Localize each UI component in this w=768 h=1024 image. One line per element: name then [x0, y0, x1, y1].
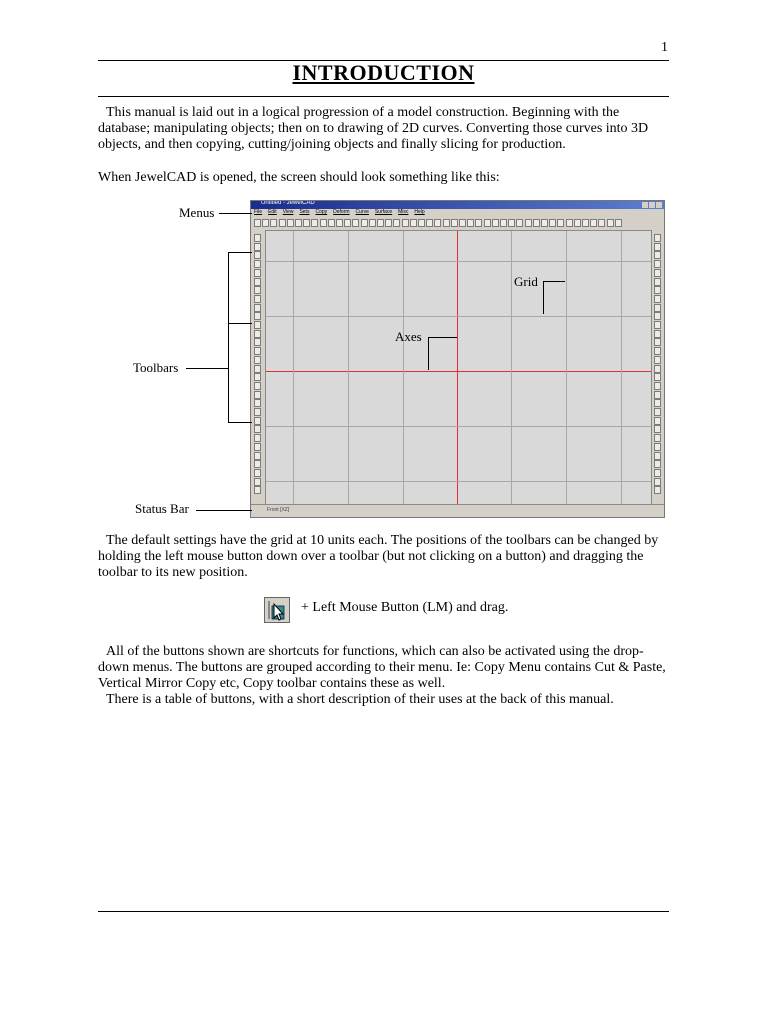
- toolbar-button: [377, 219, 384, 227]
- toolbar-button: [254, 452, 261, 460]
- toolbar-button: [254, 321, 261, 329]
- toolbar-button: [492, 219, 499, 227]
- toolbars-bracket-top: [228, 252, 252, 253]
- toolbar-button: [566, 219, 573, 227]
- vertical-axis: [457, 231, 458, 505]
- callout-axes: Axes: [395, 329, 422, 344]
- toolbar-button: [344, 219, 351, 227]
- status-leader-line: [196, 510, 252, 511]
- toolbar-button: [254, 347, 261, 355]
- left-toolbar: [251, 230, 266, 505]
- window-title: Untitled - JewelCAD: [261, 200, 315, 206]
- close-icon: [656, 202, 662, 208]
- toolbar-button: [598, 219, 605, 227]
- title-rule: [98, 96, 669, 97]
- drawing-canvas: [266, 231, 651, 505]
- toolbar-button: [369, 219, 376, 227]
- horizontal-axis: [266, 371, 651, 372]
- toolbar-button: [654, 330, 661, 338]
- callout-menus: Menus: [179, 205, 215, 220]
- toolbar-button: [254, 469, 261, 477]
- toolbar-button: [654, 443, 661, 451]
- window-titlebar: [251, 201, 664, 209]
- toolbar-button: [590, 219, 597, 227]
- grid-leader-horizontal: [543, 281, 565, 282]
- grid-line: [348, 231, 349, 505]
- toolbar-button: [508, 219, 515, 227]
- minimize-icon: [642, 202, 648, 208]
- toolbar-button: [654, 417, 661, 425]
- toolbar-button: [557, 219, 564, 227]
- toolbar-button: [654, 243, 661, 251]
- toolbar-button: [654, 425, 661, 433]
- toolbar-button: [654, 304, 661, 312]
- toolbars-leader-line: [186, 368, 228, 369]
- right-toolbar: [651, 230, 664, 505]
- table-reference-paragraph: There is a table of buttons, with a short description of their uses at the back of this manual.: [106, 692, 614, 707]
- toolbar-button: [254, 260, 261, 268]
- toolbar-button: [654, 347, 661, 355]
- menu-view: View: [282, 209, 294, 215]
- toolbar-button: [654, 321, 661, 329]
- toolbar-button: [654, 260, 661, 268]
- grid-line: [266, 261, 651, 262]
- toolbar-button: [533, 219, 540, 227]
- toolbar-button: [654, 295, 661, 303]
- drag-caption: + Left Mouse Button (LM) and drag.: [301, 600, 509, 615]
- toolbar-button: [654, 356, 661, 364]
- callout-status-bar: Status Bar: [135, 501, 189, 516]
- toolbar-button: [582, 219, 589, 227]
- page-title: INTRODUCTION: [292, 60, 475, 85]
- menu-surface: Surface: [374, 209, 393, 215]
- toolbar-button: [254, 234, 261, 242]
- toolbar-button: [254, 365, 261, 373]
- toolbars-bracket-bottom: [228, 422, 252, 423]
- callout-toolbars: Toolbars: [133, 360, 179, 375]
- jewelcad-screenshot: [250, 200, 665, 518]
- toolbar-button: [361, 219, 368, 227]
- toolbar-button: [254, 304, 261, 312]
- toolbar-button: [254, 399, 261, 407]
- toolbar-button: [654, 286, 661, 294]
- toolbar-button: [525, 219, 532, 227]
- intro-paragraph: This manual is laid out in a logical progression of a model construction. Beginning with the database; manipulating objects; then on to drawing of 2D curves. Converting those curves into 3D objects, and then copying, cutting/joining objects and finally slicing for production.: [98, 105, 649, 152]
- grid-line: [266, 426, 651, 427]
- toolbar-button: [254, 330, 261, 338]
- menu-file: File: [254, 209, 263, 215]
- toolbar-button: [475, 219, 482, 227]
- menu-copy: Copy: [315, 209, 328, 215]
- toolbar-button: [549, 219, 556, 227]
- toolbar-button: [254, 251, 261, 259]
- toolbar-button: [500, 219, 507, 227]
- toolbars-bracket-mid: [228, 323, 252, 324]
- toolbar-button: [402, 219, 409, 227]
- toolbar-button: [654, 391, 661, 399]
- toolbar-button: [393, 219, 400, 227]
- toolbar-button: [254, 338, 261, 346]
- grid-line: [266, 316, 651, 317]
- toolbar-button: [654, 278, 661, 286]
- toolbar-button: [352, 219, 359, 227]
- toolbar-button: [254, 391, 261, 399]
- toolbar-button: [254, 478, 261, 486]
- toolbar-button: [385, 219, 392, 227]
- toolbar-button: [254, 312, 261, 320]
- grid-line: [403, 231, 404, 505]
- grid-leader-vertical: [543, 281, 544, 314]
- footer-rule: [98, 911, 669, 912]
- toolbar-button: [654, 408, 661, 416]
- status-text: Front [XZ]: [267, 507, 290, 513]
- grid-line: [566, 231, 567, 505]
- toolbar-button: [418, 219, 425, 227]
- toolbar-button: [654, 469, 661, 477]
- toolbar-button: [410, 219, 417, 227]
- toolbar-button: [484, 219, 491, 227]
- toolbar-button: [254, 460, 261, 468]
- toolbar-button: [541, 219, 548, 227]
- menus-leader-line: [219, 213, 252, 214]
- toolbar-button: [254, 295, 261, 303]
- toolbar-button: [287, 219, 294, 227]
- grid-line: [511, 231, 512, 505]
- grid-line: [266, 481, 651, 482]
- toolbar-button: [320, 219, 327, 227]
- toolbar-button: [654, 452, 661, 460]
- toolbar-button: [254, 243, 261, 251]
- window-controls: [642, 202, 662, 208]
- toolbar-grip-cursor-icon: [264, 597, 290, 623]
- toolbars-bracket-line: [228, 252, 229, 423]
- toolbar-button: [467, 219, 474, 227]
- toolbar-button: [328, 219, 335, 227]
- axes-leader-vertical: [428, 337, 429, 370]
- toolbar-button: [254, 425, 261, 433]
- toolbar-button: [295, 219, 302, 227]
- toolbar-button: [516, 219, 523, 227]
- toolbar-button: [336, 219, 343, 227]
- toolbar-button: [434, 219, 441, 227]
- grid-line: [621, 231, 622, 505]
- toolbar-button: [311, 219, 318, 227]
- toolbar-button: [654, 460, 661, 468]
- menu-curve: Curve: [355, 209, 369, 215]
- toolbar-button: [279, 219, 286, 227]
- toolbar-button: [654, 269, 661, 277]
- grid-line: [293, 231, 294, 505]
- toolbar-button: [254, 286, 261, 294]
- callout-grid: Grid: [514, 274, 538, 289]
- menu-misc: Misc: [398, 209, 409, 215]
- status-bar: [251, 504, 664, 518]
- toolbar-button: [654, 478, 661, 486]
- toolbar-button: [443, 219, 450, 227]
- page-number: 1: [661, 40, 668, 55]
- menu-deform: Deform: [333, 209, 350, 215]
- toolbar-button: [262, 219, 269, 227]
- toolbar-button: [654, 234, 661, 242]
- toolbar-button: [303, 219, 310, 227]
- toolbar-button: [654, 338, 661, 346]
- menu-sets: Sets: [299, 209, 310, 215]
- toolbar-button: [254, 434, 261, 442]
- top-toolbar: [251, 216, 664, 231]
- grid-settings-paragraph: The default settings have the grid at 10 units each. The positions of the toolbars can be changed by holding the left mouse button down over a toolbar (but not clicking on a button) and dragging the toolbar to its new position.: [98, 533, 659, 580]
- toolbar-button: [270, 219, 277, 227]
- buttons-paragraph: All of the buttons shown are shortcuts for functions, which can also be activated using the drop-down menus. The buttons are grouped according to their menu. Ie: Copy Menu contains Cut & Paste, Vertical Mirror Copy etc, Copy toolbar contains these as well.: [98, 644, 666, 691]
- toolbar-button: [459, 219, 466, 227]
- toolbar-button: [654, 399, 661, 407]
- menu-help: Help: [414, 209, 425, 215]
- toolbar-button: [654, 251, 661, 259]
- toolbar-button: [254, 408, 261, 416]
- toolbar-button: [654, 312, 661, 320]
- toolbar-button: [254, 278, 261, 286]
- menu-edit: Edit: [268, 209, 277, 215]
- axes-leader-horizontal: [428, 337, 457, 338]
- toolbar-button: [451, 219, 458, 227]
- toolbar-button: [254, 486, 261, 494]
- toolbar-button: [607, 219, 614, 227]
- toolbar-button: [654, 373, 661, 381]
- menu-bar: [251, 209, 664, 216]
- toolbar-button: [254, 373, 261, 381]
- toolbar-button: [654, 382, 661, 390]
- opening-paragraph: When JewelCAD is opened, the screen should look something like this:: [98, 170, 500, 185]
- toolbar-button: [254, 443, 261, 451]
- toolbar-button: [654, 486, 661, 494]
- toolbar-button: [615, 219, 622, 227]
- maximize-icon: [649, 202, 655, 208]
- toolbar-button: [654, 434, 661, 442]
- toolbar-button: [254, 356, 261, 364]
- toolbar-button: [254, 219, 261, 227]
- toolbar-button: [254, 382, 261, 390]
- toolbar-button: [254, 269, 261, 277]
- toolbar-button: [254, 417, 261, 425]
- toolbar-button: [574, 219, 581, 227]
- toolbar-button: [654, 365, 661, 373]
- toolbar-button: [426, 219, 433, 227]
